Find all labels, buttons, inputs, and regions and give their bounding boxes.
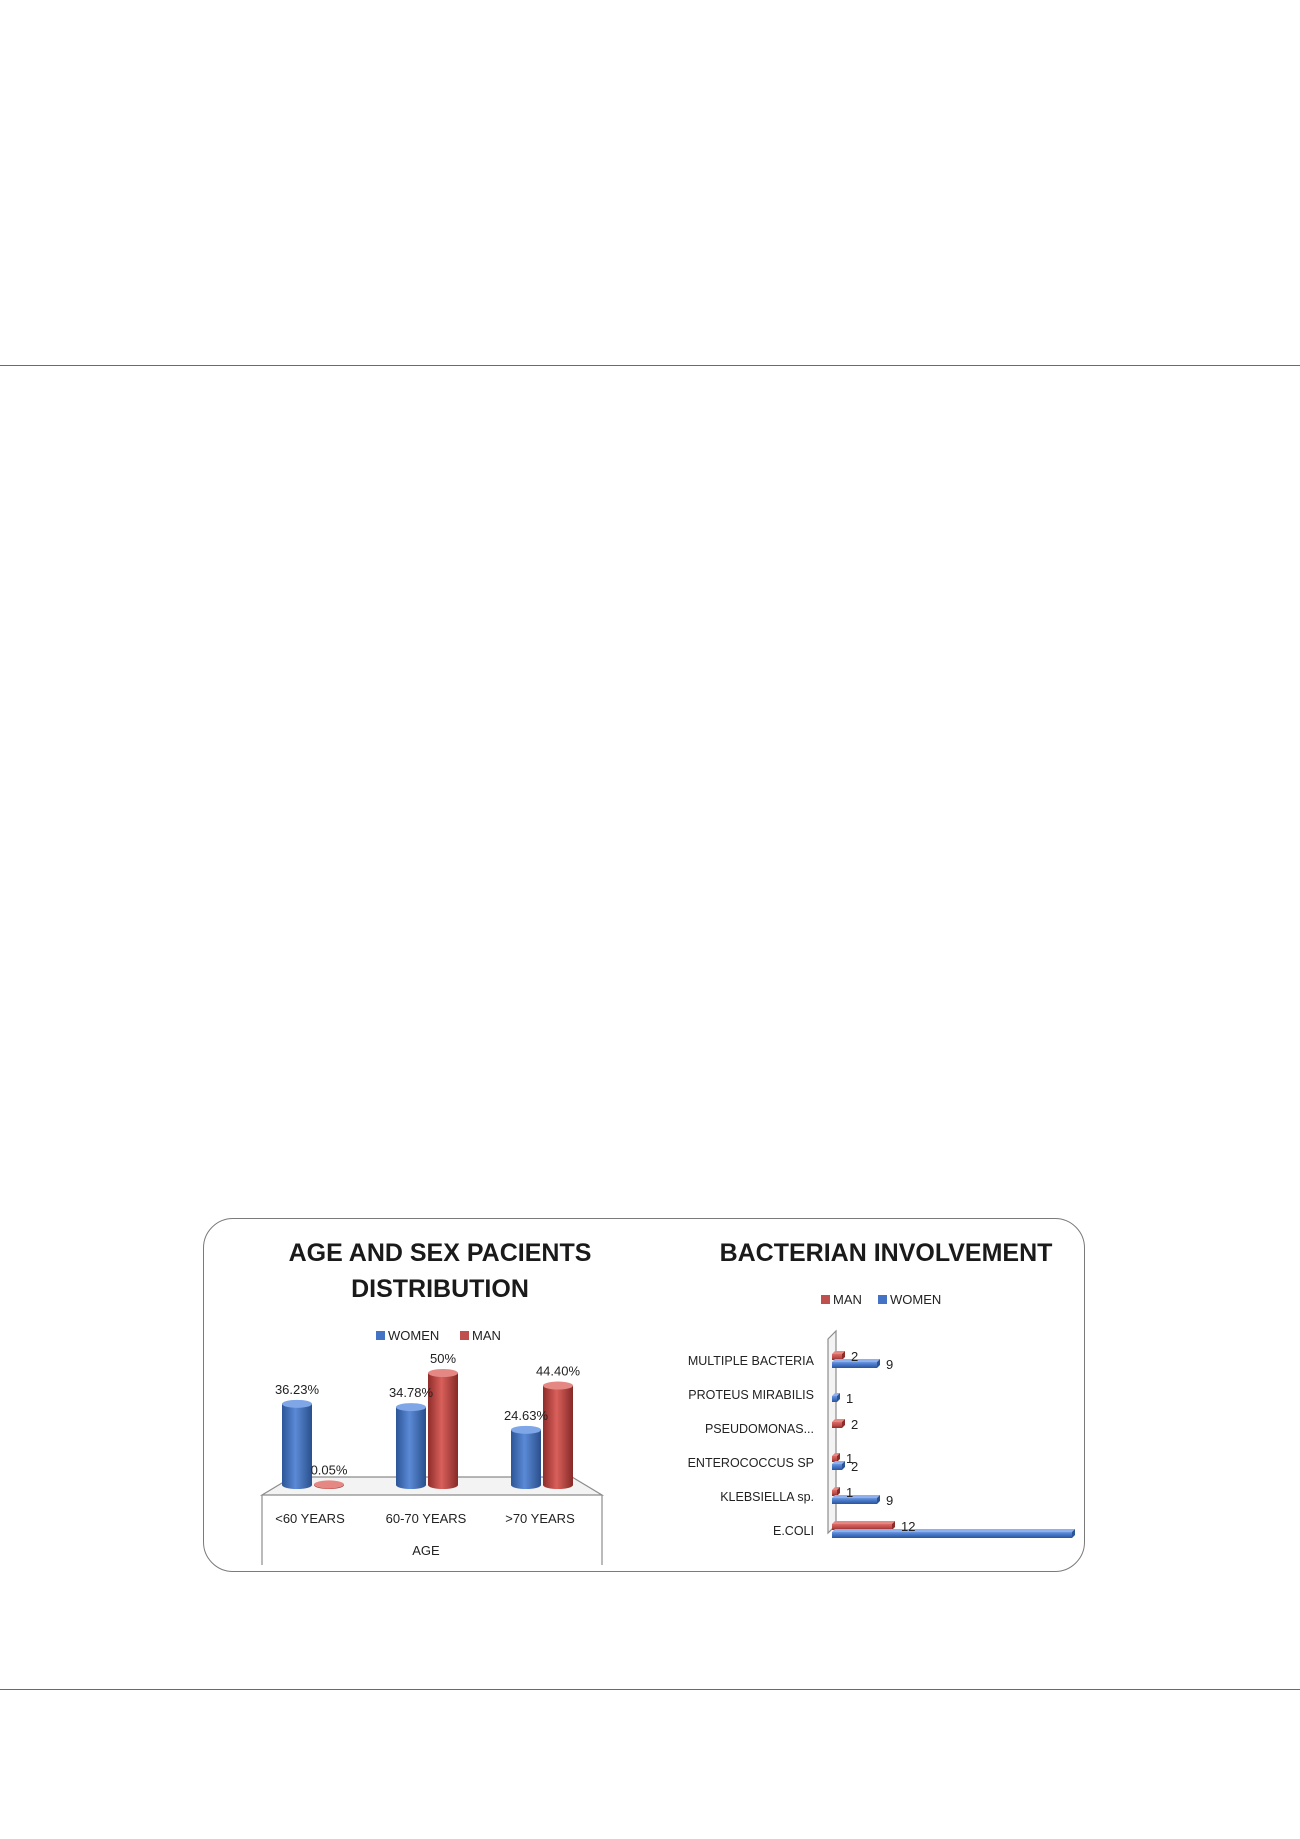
- bact-bar-women-e-coli-top: [832, 1529, 1075, 1532]
- age-label-man-60-years: 0.05%: [310, 1462, 348, 1478]
- age-bar-women-60-years-top: [282, 1400, 312, 1408]
- legend-label-man: MAN: [833, 1292, 862, 1307]
- legend-label-women: WOMEN: [890, 1292, 942, 1307]
- bact-data-labels: [846, 1349, 915, 1534]
- bact-bar-man-e-coli-top: [832, 1521, 895, 1524]
- bact-tick-ecoli: E.COLI: [773, 1524, 814, 1538]
- age-bar-women-70-years: [511, 1430, 541, 1485]
- bact-label-man-enterococcus-sp: 1: [846, 1451, 854, 1466]
- age-bar-women-60-70-years-top: [396, 1403, 426, 1411]
- legend-swatch-man: [460, 1331, 469, 1340]
- bact-bar-man-pseudomonas: [832, 1422, 842, 1428]
- bact-tick-pseudomonas: PSEUDOMONAS...: [704, 1422, 814, 1436]
- age-bar-man-70-years-top: [543, 1382, 573, 1390]
- age-label-man-60-70-years: 50%: [429, 1351, 457, 1366]
- age-sex-chart: [262, 1239, 602, 1565]
- legend-swatch-women: [376, 1331, 385, 1340]
- legend-swatch-women: [878, 1295, 887, 1304]
- bact-tick-multiple-bacteria: MULTIPLE BACTERIA: [687, 1354, 814, 1368]
- age-chart-title-line-2: DISTRIBUTION: [351, 1275, 529, 1303]
- bact-tick-klebsiella: KLEBSIELLA sp.: [720, 1490, 814, 1504]
- age-bar-man-70-years-base: [543, 1481, 573, 1489]
- bact-label-women-proteus-mirabilis: 1: [846, 1391, 854, 1406]
- legend-swatch-man: [821, 1295, 830, 1304]
- age-label-women-60-years: 36.23%: [274, 1381, 320, 1397]
- bact-bar-women-enterococcus-sp: [832, 1464, 842, 1470]
- age-bar-women-60-years: [282, 1404, 312, 1485]
- age-bar-women-70-years-top: [511, 1426, 541, 1434]
- age-tick-gt70: >70 YEARS: [505, 1511, 575, 1526]
- age-bar-man-70-years: [543, 1386, 573, 1485]
- age-bar-women-60-70-years-base: [396, 1481, 426, 1489]
- bact-label-man-multiple-bacteria: 2: [851, 1349, 859, 1364]
- age-chart-title-line-1: AGE AND SEX PACIENTS: [288, 1239, 592, 1267]
- age-x-ticks: [275, 1511, 575, 1526]
- bact-bar-women-e-coli: [832, 1532, 1072, 1538]
- figure-svg: [204, 1219, 1084, 1571]
- bact-bar-women-klebsiella-sp-top: [832, 1495, 880, 1498]
- bact-tick-enterococcus: ENTEROCOCCUS SP: [687, 1456, 814, 1470]
- bact-chart-title: BACTERIAN INVOLVEMENT: [719, 1239, 1053, 1267]
- bact-chart-legend: [821, 1292, 941, 1307]
- age-label-women-60-70-years: 34.78%: [388, 1385, 434, 1401]
- bacterian-chart: [688, 1239, 1075, 1538]
- age-bar-man-60-70-years-top: [428, 1369, 458, 1377]
- bact-label-man-pseudomonas: 2: [851, 1417, 859, 1432]
- age-bar-man-60-years-top: [314, 1480, 344, 1488]
- bact-bars: [832, 1351, 1075, 1538]
- legend-label-man: MAN: [472, 1328, 501, 1343]
- bact-label-women-klebsiella-sp: 9: [886, 1493, 894, 1508]
- age-bar-women-60-70-years: [396, 1407, 426, 1485]
- bact-label-women-enterococcus-sp: 2: [851, 1459, 859, 1474]
- bact-label-man-klebsiella-sp: 1: [846, 1485, 854, 1500]
- age-bar-man-60-70-years-base: [428, 1481, 458, 1489]
- bact-label-women-multiple-bacteria: 9: [886, 1357, 894, 1372]
- age-label-man-70-years: 44.40%: [535, 1363, 581, 1379]
- age-label-women-70-years: 24.63%: [503, 1407, 549, 1423]
- footer-rule: [0, 1689, 1300, 1690]
- bact-label-man-e-coli: 12: [901, 1519, 916, 1534]
- bact-bar-women-klebsiella-sp: [832, 1498, 877, 1504]
- age-tick-60-70: 60-70 YEARS: [385, 1511, 467, 1526]
- bact-tick-proteus-mirabilis: PROTEUS MIRABILIS: [688, 1388, 814, 1402]
- bact-y-ticks: [688, 1354, 815, 1538]
- age-chart-legend: [376, 1328, 501, 1343]
- bact-bar-women-proteus-mirabilis: [832, 1396, 837, 1402]
- age-bar-women-70-years-base: [511, 1481, 541, 1489]
- age-bar-women-60-years-base: [282, 1481, 312, 1489]
- age-x-axis-label: AGE: [412, 1543, 440, 1558]
- header-rule: [0, 365, 1300, 366]
- age-tick-lt60: <60 YEARS: [275, 1511, 345, 1526]
- legend-label-women: WOMEN: [388, 1328, 440, 1343]
- figure-panel: [203, 1218, 1085, 1572]
